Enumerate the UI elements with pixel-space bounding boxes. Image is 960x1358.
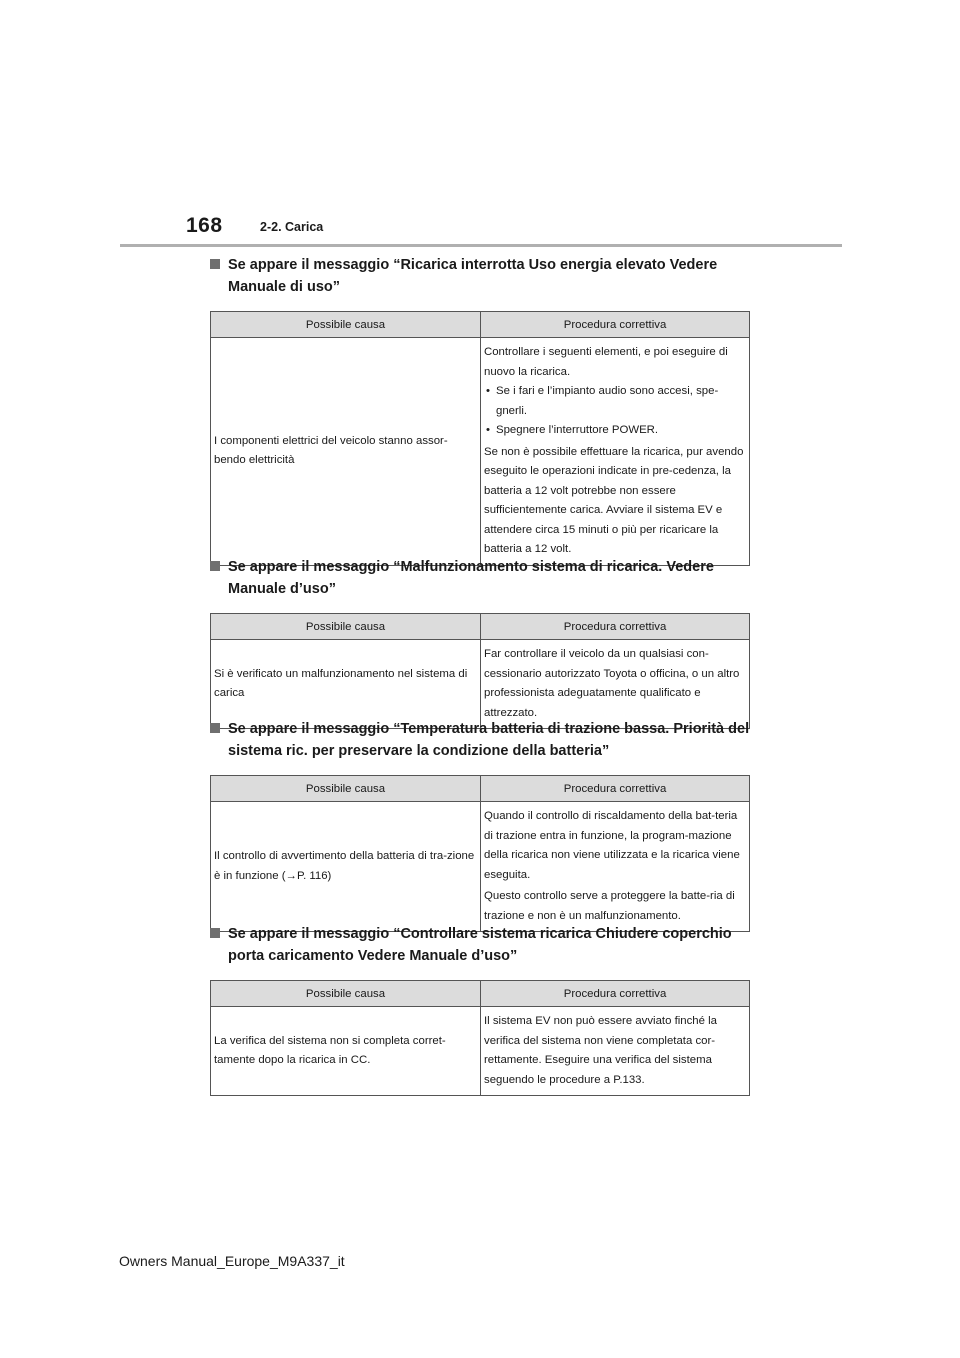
procedure-paragraph: Quando il controllo di riscaldamento della bat-teria di trazione entra in funzione, la program-mazione della ricarica non viene utilizzata e la ricarica viene eseguita. [484,810,740,881]
column-header-procedure: Procedura correttiva [481,614,750,640]
column-header-cause: Possibile causa [211,312,481,338]
message-section-charging-malfunction [210,556,750,729]
table-row [211,1007,750,1096]
table-row [211,802,750,932]
column-header-cause: Possibile causa [211,614,481,640]
table-header-row [211,776,750,802]
column-header-cause: Possibile causa [211,776,481,802]
square-bullet-icon [210,723,220,733]
cause-cell: Il controllo di avvertimento della batteria di tra-zione è in funzione (→P. 116) [211,802,481,932]
table-row [211,640,750,729]
table-header-row [211,614,750,640]
header-rule [120,244,842,247]
message-section-charging-interrupted [210,254,750,566]
column-header-procedure: Procedura correttiva [481,312,750,338]
message-section-low-battery-temperature [210,718,750,932]
cause-cell: Si è verificato un malfunzionamento nel sistema di carica [211,640,481,729]
square-bullet-icon [210,928,220,938]
section-heading [210,718,750,762]
cause-cell: I componenti elettrici del veicolo stanno assor-bendo elettricità [211,338,481,566]
column-header-procedure: Procedura correttiva [481,776,750,802]
section-heading [210,254,750,298]
procedure-bullet-list [484,382,746,441]
square-bullet-icon [210,561,220,571]
procedure-cell [481,338,750,566]
table-header-row [211,312,750,338]
column-header-procedure: Procedura correttiva [481,981,750,1007]
footer-document-id: Owners Manual_Europe_M9A337_it [119,1253,345,1269]
heading-text: Se appare il messaggio “Malfunzionamento sistema di ricarica. Vedere Manuale d’uso” [228,559,714,597]
procedure-paragraph: Controllare i seguenti elementi, e poi eseguire di nuovo la ricarica. [484,346,728,378]
page-number: 168 [186,214,223,237]
heading-text: Se appare il messaggio “Temperatura batteria di trazione bassa. Priorità del sistema ric. per preservare la condizione della batteria” [228,721,750,759]
section-title: 2-2. Carica [260,220,324,234]
section-heading [210,556,750,600]
section-heading [210,923,750,967]
procedure-cell [481,1007,750,1096]
square-bullet-icon [210,259,220,269]
procedure-cell [481,802,750,932]
message-section-check-charging-system [210,923,750,1096]
procedure-paragraph: Far controllare il veicolo da un qualsiasi con-cessionario autorizzato Toyota o officina, o un altro professionista adeguatamente qualificato e attrezzato. [484,648,740,719]
list-item: • Spegnere l’interruttore POWER. [484,421,746,441]
list-item: • Se i fari e l’impianto audio sono accesi, spe-gnerli. [484,382,746,421]
procedure-paragraph: Il sistema EV non può essere avviato finché la verifica del sistema non viene completata cor-rettamente. Eseguire una verifica del sistema seguendo le procedure a P.133. [484,1015,718,1086]
cause-cell: La verifica del sistema non si completa corret-tamente dopo la ricarica in CC. [211,1007,481,1096]
table-header-row [211,981,750,1007]
table-row [211,338,750,566]
cause-remedy-table [210,775,750,932]
procedure-paragraph: Questo controllo serve a proteggere la batte-ria di trazione e non è un malfunzionamento. [484,890,735,922]
cause-remedy-table [210,311,750,566]
procedure-paragraph: Se non è possibile effettuare la ricarica, pur avendo eseguito le operazioni indicate in pre-cedenza, la batteria a 12 volt potrebbe non essere sufficientemente carica. Avviare il sistema EV e attendere circa 15 minuti o più per ricaricare la batteria a 12 volt. [484,445,744,555]
cause-remedy-table [210,613,750,729]
procedure-cell [481,640,750,729]
heading-text: Se appare il messaggio “Controllare sistema ricarica Chiudere coperchio porta caricamento Vedere Manuale d’uso” [228,926,732,964]
heading-text: Se appare il messaggio “Ricarica interrotta Uso energia elevato Vedere Manuale di uso” [228,257,718,295]
column-header-cause: Possibile causa [211,981,481,1007]
cause-remedy-table [210,980,750,1096]
